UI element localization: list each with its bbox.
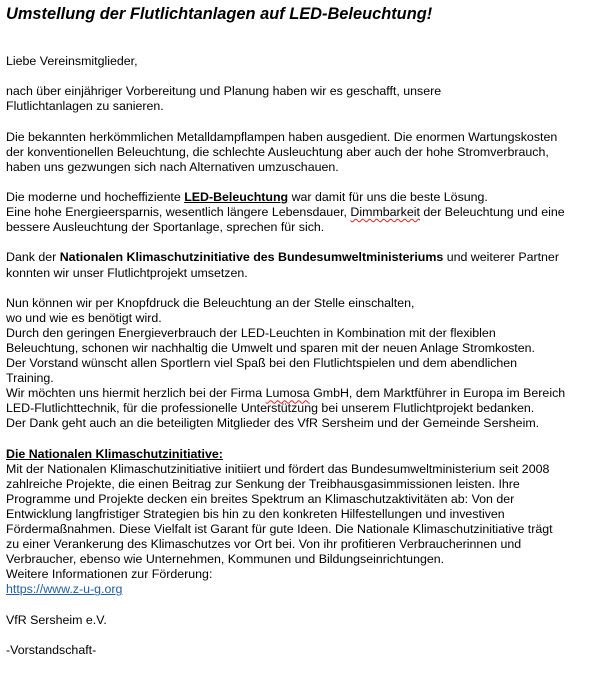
spellcheck-word: Dimmbarkeit (350, 205, 420, 220)
p3-line: Die moderne und hocheffiziente LED-Beleuchtung war damit für uns die beste Lösung. (6, 190, 488, 205)
section-line: Verbraucher, ebenso wie Unternehmen, Kommunen und Bildungseinrichtungen. (6, 552, 445, 567)
section-line: Weitere Informationen zur Förderung: (6, 567, 213, 582)
section-line: Entwicklung langfristiger Strategien bis hin zu den konkreten Hilfestellungen und investiven (6, 507, 505, 521)
section-line: Mit der Nationalen Klimaschutzinitiative initiiert und fördert das Bundesumweltministerium seit 2008 (6, 461, 550, 476)
initiative-emphasis: Nationalen Klimaschutzinitiative des Bundesumweltministeriums (59, 250, 444, 265)
p5-line: wo und wie es benötigt wird. (6, 310, 162, 325)
thanks-line: Wir möchten uns hiermit herzlich bei der Firma Lumosa GmbH, dem Marktführer in Europa im Bereich (6, 386, 566, 401)
p5-line: Nun können wir per Knopfdruck die Beleuchtung an der Stelle einschalten, (6, 295, 415, 310)
p4-line: Dank der Nationalen Klimaschutzinitiative des Bundesumweltministeriums und weiterer Partner (6, 250, 559, 265)
p3-line: Eine hohe Energieersparnis, wesentlich längere Lebensdauer, Dimmbarkeit der Beleuchtung und eine (6, 205, 565, 220)
greeting: Liebe Vereinsmitglieder, (6, 54, 138, 69)
p5-line: Beleuchtung, schonen wir nachhaltig die Umwelt und sparen mit der neuen Anlage Stromkosten. (6, 340, 535, 355)
p5-line: Durch den geringen Energieverbrauch der LED-Leuchten in Kombination mit der flexiblen (6, 325, 496, 340)
spellcheck-word: Lumosa (265, 386, 310, 401)
p4-line: konnten wir unser Flutlichtprojekt umsetzen. (6, 265, 248, 280)
led-beleuchtung-emphasis: LED-Beleuchtung (184, 190, 289, 205)
section-line: Fördermaßnahmen. Diese Vielfalt ist Garant für gute Ideen. Die Nationale Klimaschutzinitiative trägt (6, 522, 553, 537)
closing: -Vorstandschaft- (6, 642, 97, 657)
thanks-line: LED-Flutlichttechnik, für die professionelle Unterstützung bei unserem Flutlichtprojekt bedanken. (6, 401, 535, 416)
p3-line: bessere Ausleuchtung der Sportanlage, sprechen für sich. (6, 220, 325, 235)
p1-line: nach über einjähriger Vorbereitung und Planung haben wir es geschafft, unsere (6, 84, 442, 99)
section-line: Programme und Projekte decken ein breites Spektrum an Klimaschutzaktivitäten ab: Von der (6, 491, 515, 506)
p2-line: der konventionellen Beleuchtung, die schlechte Ausleuchtung aber auch der hohe Stromverbrauch, (6, 144, 549, 159)
document-title: Umstellung der Flutlichtanlagen auf LED-Beleuchtung! (6, 5, 433, 23)
section-line: zahlreiche Projekte, die einen Beitrag zur Senkung der Treibhausgasimmissionen leisten. Ihre (6, 476, 520, 491)
p2-line: haben uns gezwungen sich nach Alternativen umzuschauen. (6, 159, 339, 174)
p5-line: Training. (6, 371, 54, 386)
funding-link[interactable]: https://www.z-u-g.org (6, 582, 123, 597)
signature: VfR Sersheim e.V. (6, 612, 107, 627)
section-heading: Die Nationalen Klimaschutzinitiative: (6, 446, 223, 461)
p5-line: Der Vorstand wünscht allen Sportlern viel Spaß bei den Flutlichtspielen und dem abendlichen (6, 356, 518, 371)
section-line: zu einer Verankerung des Klimaschutzes vor Ort bei. Von ihr profitieren Verbraucherinnen und (6, 537, 522, 552)
thanks-line: Der Dank geht auch an die beteiligten Mitglieder des VfR Sersheim und der Gemeinde Sersheim. (6, 416, 540, 431)
p2-line: Die bekannten herkömmlichen Metalldampflampen haben ausgedient. Die enormen Wartungskosten (6, 129, 558, 144)
p1-line: Flutlichtanlagen zu sanieren. (6, 99, 164, 114)
